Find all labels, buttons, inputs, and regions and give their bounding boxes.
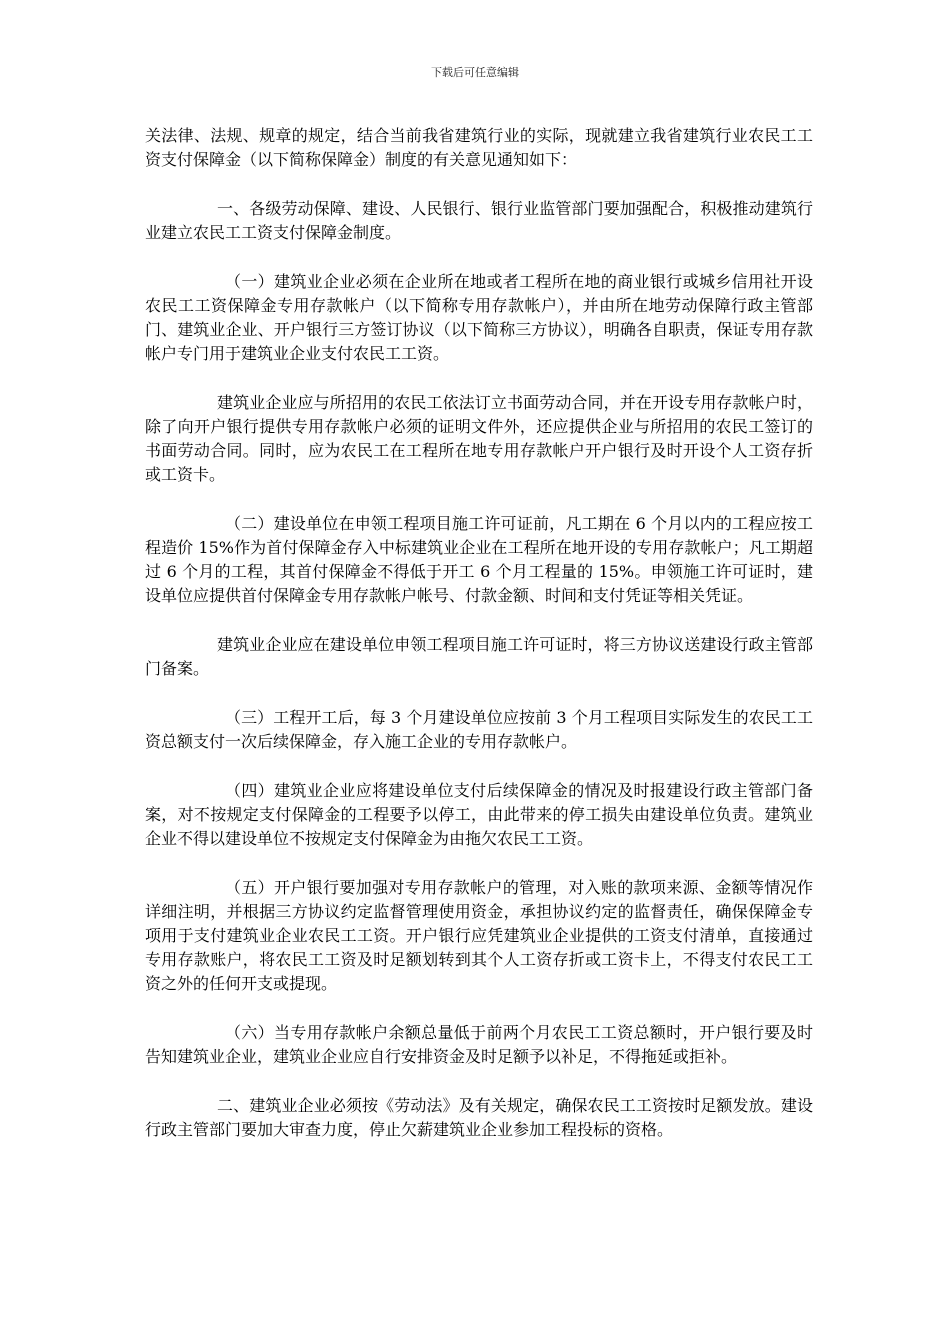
paragraph-item-4: （四）建筑业企业应将建设单位支付后续保障金的情况及时报建设行政主管部门备案，对不按规定支付保障金的工程要予以停工，由此带来的停工损失由建设单位负责。建筑业企业不得以建设单位不按规定支付保障金为由拖欠农民工工资。 [145, 781, 813, 848]
paragraph-item-2: （二）建设单位在申领工程项目施工许可证前，凡工期在 6 个月以内的工程应按工程造价 15%作为首付保障金存入中标建筑业企业在工程所在地开设的专用存款帐户；凡工期超过 6 个月的工程，其首付保障金不得低于开工 6 个月工程量的 15%。申领施工许可证时，建设单位应提供首付保障金专用存款帐户帐号、付款金额、时间和支付凭证等相关凭证。 [145, 514, 813, 605]
paragraph-item-6: （六）当专用存款帐户余额总量低于前两个月农民工工资总额时，开户银行要及时告知建筑业企业，建筑业企业应自行安排资金及时足额予以补足，不得拖延或拒补。 [145, 1023, 813, 1066]
paragraph-item-3: （三）工程开工后，每 3 个月建设单位应按前 3 个月工程项目实际发生的农民工工资总额支付一次后续保障金，存入施工企业的专用存款帐户。 [145, 708, 813, 751]
paragraph-item-1-detail: 建筑业企业应与所招用的农民工依法订立书面劳动合同，并在开设专用存款帐户时，除了向开户银行提供专用存款帐户必须的证明文件外，还应提供企业与所招用的农民工签订的书面劳动合同。同时，应为农民工在工程所在地专用存款帐户开户银行及时开设个人工资存折或工资卡。 [145, 393, 813, 484]
page-header-note: 下载后可任意编辑 [431, 66, 519, 79]
paragraph-intro: 关法律、法规、规章的规定，结合当前我省建筑行业的实际，现就建立我省建筑行业农民工工资支付保障金（以下简称保障金）制度的有关意见通知如下： [145, 126, 813, 169]
paragraph-item-5: （五）开户银行要加强对专用存款帐户的管理，对入账的款项来源、金额等情况作详细注明，并根据三方协议约定监督管理使用资金，承担协议约定的监督责任，确保保障金专项用于支付建筑业企业农民工工资。开户银行应凭建筑业企业提供的工资支付清单，直接通过专用存款账户，将农民工工资及时足额划转到其个人工资存折或工资卡上，不得支付农民工工资之外的任何开支或提现。 [145, 878, 813, 993]
paragraph-item-1: （一）建筑业企业必须在企业所在地或者工程所在地的商业银行或城乡信用社开设农民工工资保障金专用存款帐户（以下简称专用存款帐户），并由所在地劳动保障行政主管部门、建筑业企业、开户银行三方签订协议（以下简称三方协议），明确各自职责，保证专用存款帐户专门用于建筑业企业支付农民工工资。 [145, 272, 813, 363]
paragraph-section-2: 二、建筑业企业必须按《劳动法》及有关规定，确保农民工工资按时足额发放。建设行政主管部门要加大审查力度，停止欠薪建筑业企业参加工程投标的资格。 [145, 1096, 813, 1139]
paragraph-item-2-detail: 建筑业企业应在建设单位申领工程项目施工许可证时，将三方协议送建设行政主管部门备案。 [145, 635, 813, 678]
document-body [145, 124, 813, 1167]
paragraph-section-1: 一、各级劳动保障、建设、人民银行、银行业监管部门要加强配合，积极推动建筑行业建立农民工工资支付保障金制度。 [145, 199, 813, 242]
